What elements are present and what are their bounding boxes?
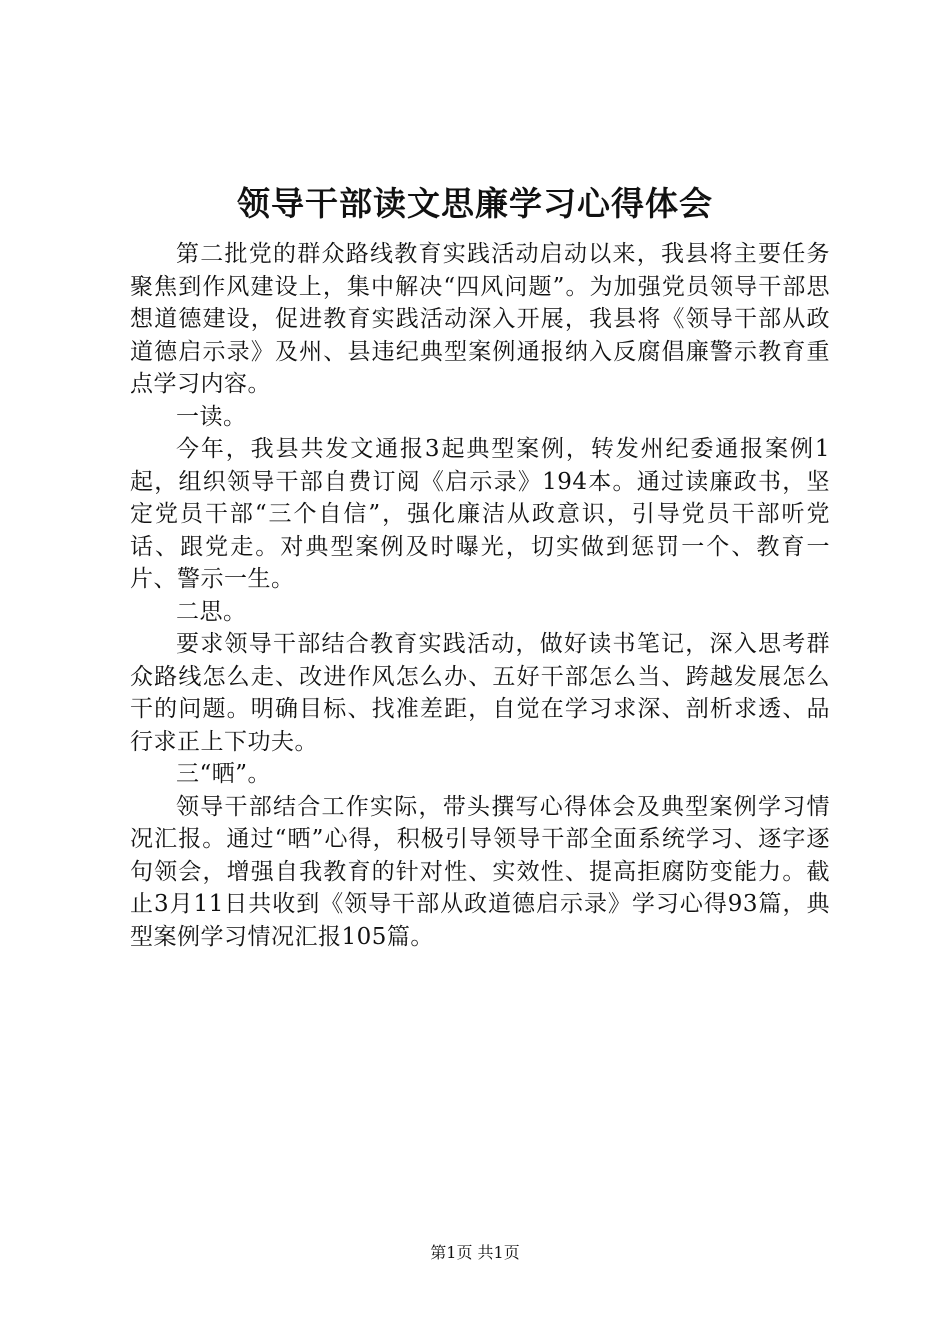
paragraph-think: 要求领导干部结合教育实践活动，做好读书笔记，深入思考群众路线怎么走、改进作风怎么办、五好干部怎么当、跨越发展怎么干的问题。明确目标、找准差距，自觉在学习求深、剖析求透、品行求正上下功夫。 bbox=[130, 631, 830, 755]
paragraph-share: 领导干部结合工作实际，带头撰写心得体会及典型案例学习情况汇报。通过“晒”心得，积极引导领导干部全面系统学习、逐字逐句领会，增强自我教育的针对性、实效性、提高拒腐防变能力。截止3月11日共收到《领导干部从政道德启示录》学习心得93篇，典型案例学习情况汇报105篇。 bbox=[130, 793, 830, 950]
section-heading-share: 三“晒”。 bbox=[176, 761, 272, 787]
paragraph-read: 今年，我县共发文通报3起典型案例，转发州纪委通报案例1起，组织领导干部自费订阅《启示录》194本。通过读廉政书，坚定党员干部“三个自信”，强化廉洁从政意识，引导党员干部听党话、跟党走。对典型案例及时曝光，切实做到惩罚一个、教育一片、警示一生。 bbox=[130, 436, 830, 592]
paragraph-intro: 第二批党的群众路线教育实践活动启动以来，我县将主要任务聚焦到作风建设上，集中解决“四风问题”。为加强党员领导干部思想道德建设，促进教育实践活动深入开展，我县将《领导干部从政道德启示录》及州、县违纪典型案例通报纳入反腐倡廉警示教育重点学习内容。 bbox=[130, 241, 830, 397]
document-body bbox=[130, 238, 830, 953]
document-title: 领导干部读文思廉学习心得体会 bbox=[237, 184, 713, 223]
page-number-footer: 第1页 共1页 bbox=[430, 1243, 520, 1262]
section-heading-think: 二思。 bbox=[176, 598, 247, 625]
section-heading-read: 一读。 bbox=[176, 403, 247, 430]
